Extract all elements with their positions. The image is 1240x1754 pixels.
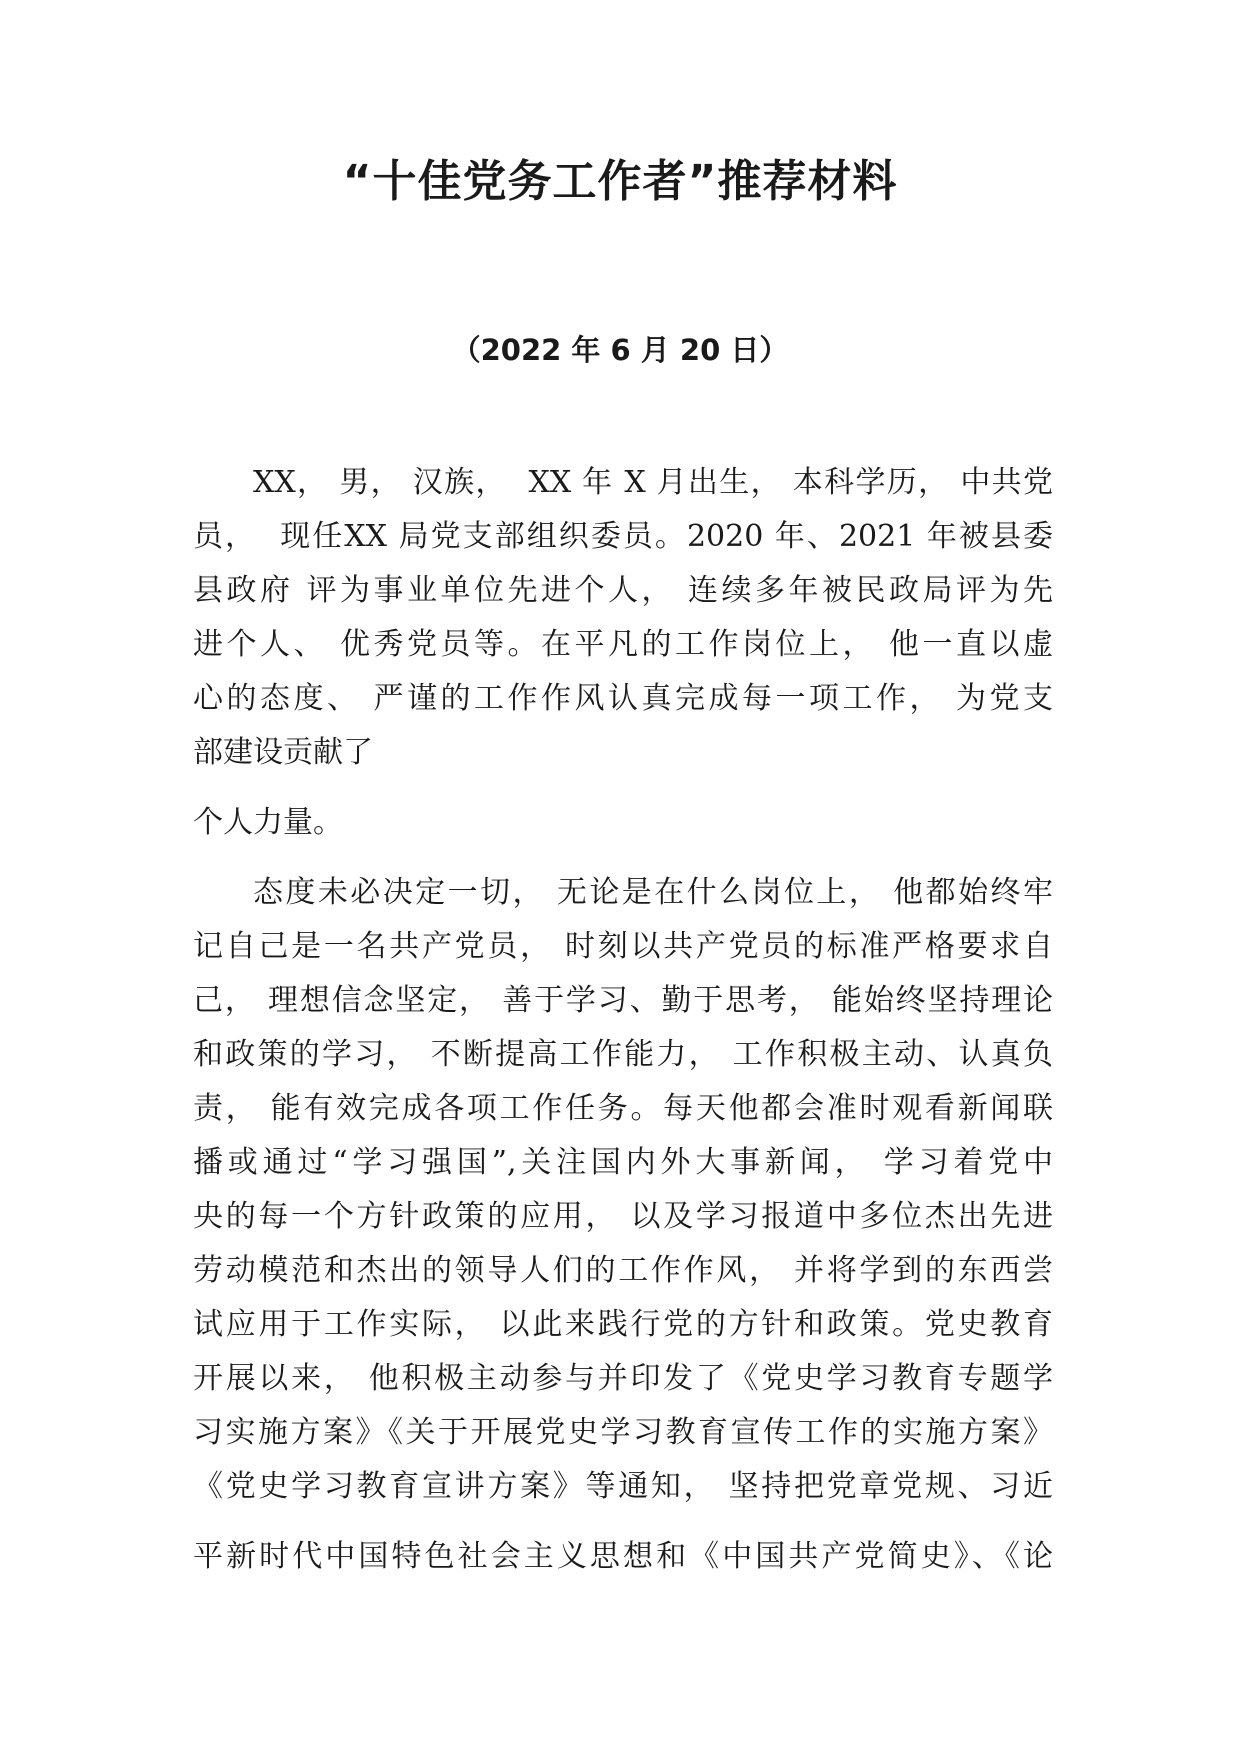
body-line: 县政府 评为事业单位先进个人， 连续多年被民政局评为先: [193, 573, 1053, 608]
body-line: 和政策的学习， 不断提高工作能力， 工作积极主动、认真负: [193, 1037, 1053, 1072]
body-line: 平新时代中国特色社会主义思想和《中国共产党简史》、《论: [193, 1539, 1053, 1574]
document-title: “十佳党务工作者”推荐材料: [342, 156, 898, 207]
body-line: 播或通过“学习强国”,关注国内外大事新闻， 学习着党中: [193, 1145, 1053, 1180]
body-line: XX， 男， 汉族， XX 年 X 月出生， 本科学历， 中共党: [253, 465, 1053, 500]
body-line: 进个人、 优秀党员等。在平凡的工作岗位上， 他一直以虚: [193, 627, 1053, 662]
body-line: 劳动模范和杰出的领导人们的工作作风， 并将学到的东西尝: [193, 1253, 1053, 1288]
body-line: 开展以来， 他积极主动参与并印发了《党史学习教育专题学: [193, 1361, 1053, 1396]
body-line: 记自己是一名共产党员， 时刻以共产党员的标准严格要求自: [193, 929, 1053, 964]
body-line: 试应用于工作实际， 以此来践行党的方针和政策。党史教育: [193, 1307, 1053, 1342]
body-line: 央的每一个方针政策的应用， 以及学习报道中多位杰出先进: [193, 1199, 1053, 1234]
body-line: 习实施方案》《关于开展党史学习教育宣传工作的实施方案》: [193, 1415, 1053, 1450]
body-line: 责， 能有效完成各项工作任务。每天他都会准时观看新闻联: [193, 1091, 1053, 1126]
document-date: （2022 年 6 月 20 日）: [451, 333, 789, 367]
body-line: 员， 现任XX 局党支部组织委员。2020 年、2021 年被县委: [193, 519, 1053, 554]
body-line: 心的态度、 严谨的工作作风认真完成每一项工作， 为党支: [193, 681, 1053, 716]
body-line: 己， 理想信念坚定， 善于学习、勤于思考， 能始终坚持理论: [193, 983, 1053, 1018]
body-line: 部建设贡献了: [193, 735, 373, 770]
body-line: 态度未必决定一切， 无论是在什么岗位上， 他都始终牢: [253, 875, 1053, 910]
body-line: 《党史学习教育宣讲方案》等通知， 坚持把党章党规、习近: [193, 1469, 1053, 1504]
body-line: 个人力量。: [193, 805, 343, 840]
